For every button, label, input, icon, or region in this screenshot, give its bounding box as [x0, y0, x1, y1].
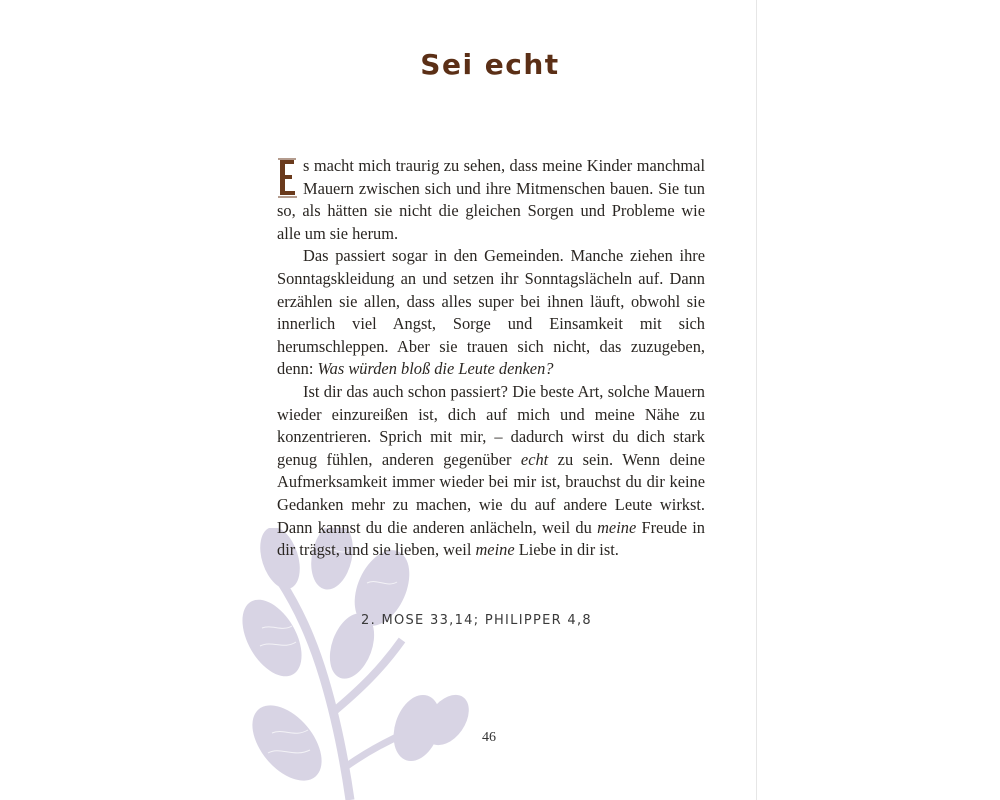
dropcap-letter: E	[280, 194, 281, 195]
paragraph-text: Liebe in dir ist.	[514, 540, 619, 560]
paragraph-2	[277, 245, 705, 381]
paragraph-text: Das passiert sogar in den Gemeinden. Manche ziehen ihre Sonntagskleidung an und setzen ihr Sonntagslächeln auf. Dann erzählen sie allen, dass alles super bei ihnen läuft, obwohl sie innerlich viel Angst, Sorge und Einsamkeit mit sich herumschleppen. Aber sie trauen sich nicht, das zuzugeben, denn:	[277, 246, 705, 379]
paragraph-text: s macht mich traurig zu sehen, dass meine Kinder manchmal Mauern zwischen sich und ihre Mitmenschen bauen. Sie tun so, als hätten sie nicht die gleichen Sorgen und Probleme wie alle um sie herum.	[277, 156, 705, 243]
paragraph-1	[277, 155, 705, 245]
leaf-branch-illustration	[232, 528, 492, 800]
paragraph-text: Ist dir das auch schon passiert? Die beste Art, solche Mauern wieder einzureißen ist, dich auf mich und meine Nähe zu konzentrieren. Sprich mit mir, – dadurch wirst du dich stark genug fühlen, anderen gegenüber	[277, 381, 705, 469]
paragraph-3	[277, 381, 705, 562]
ornamental-initial	[277, 158, 299, 198]
emphasis-text: Was würden bloß die Leute denken?	[317, 359, 554, 379]
page-number: 46	[482, 730, 496, 745]
page-title: Sei echt	[420, 48, 560, 81]
emphasis-text: meine	[597, 517, 637, 537]
paragraphs	[277, 155, 705, 562]
scripture-reference: 2. MOSE 33,14; PHILIPPER 4,8	[361, 613, 592, 628]
paragraph-text: zu sein. Wenn deine Aufmerksamkeit immer wieder bei mir ist, brauchst du dir keine Gedanken mehr zu machen, wie du auf andere Leute wirkst. Dann kannst du die anderen anlächeln, weil du	[277, 449, 705, 537]
paragraph-text: Freude in dir trägst, und sie lieben, weil	[277, 517, 705, 560]
page-edge-divider	[756, 0, 757, 800]
emphasis-text: meine	[475, 540, 515, 560]
emphasis-text: echt	[520, 449, 549, 469]
body-text	[277, 155, 705, 562]
